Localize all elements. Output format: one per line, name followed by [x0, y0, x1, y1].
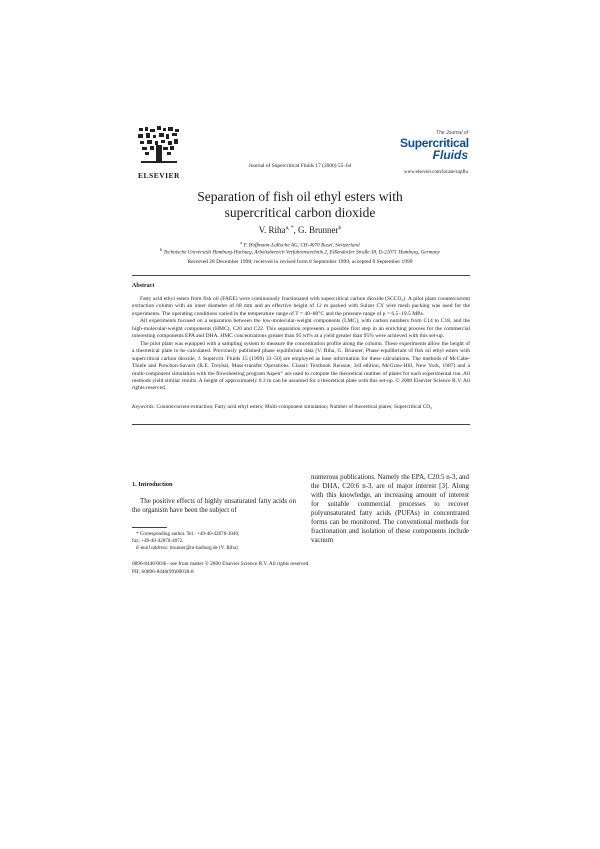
- title-line-2: supercritical carbon dioxide: [224, 204, 376, 220]
- intro-right-column: numerous publications. Namely the EPA, C20:5 n-3, and the DHA, C20:6 n-3, are of major interest [3]. Along with this knowledge, an increasing amount of interest for suitable commercial processes to recover polyunsaturated fatty acids (PUFAs) in concentrated forms can be monitored. The conventional methods for fractionation and isolation of these components include vacuum: [311, 473, 469, 544]
- affiliation-a-mark: a: [240, 240, 243, 245]
- affiliation-b-mark: b: [160, 247, 163, 252]
- copyright-line: 0896-8446/00/$ - see front matter © 2000 Elsevier Science B.V. All rights reserved.: [132, 561, 310, 567]
- section-heading-introduction: 1. Introduction: [132, 481, 173, 488]
- journal-homepage-link[interactable]: www.elsevier.com/locate/supflu: [403, 170, 468, 175]
- intro-left-column: The positive effects of highly unsaturated fatty acids on the organism have been the subject of: [132, 497, 296, 514]
- journal-reference: Journal of Supercritical Fluids 17 (2000) 55–64: [248, 163, 352, 169]
- keywords: [132, 404, 470, 411]
- received-dates: Received 28 December 1998; received in revised form 8 September 1999; accepted 8 September 1999: [187, 259, 413, 265]
- journal-logo-line1: Supercritical: [400, 136, 469, 150]
- author-2: , G. Brunner: [293, 225, 339, 235]
- author-1: V. Riha: [258, 225, 286, 235]
- keywords-label: Keywords:: [132, 404, 156, 410]
- journal-logo: [400, 131, 468, 161]
- divider-bottom: [132, 424, 470, 425]
- journal-logo-top: The Journal of: [436, 130, 468, 136]
- author-2-marks: b: [338, 225, 342, 231]
- footnote-fax: fax: +49-40-42878-4072.: [132, 538, 184, 544]
- affiliation-a-text: F. Hoffmann-LaRoche AG, CH-4070 Basel, Switzerland: [243, 242, 360, 249]
- elsevier-tree-icon: [136, 125, 182, 165]
- elsevier-logo: [136, 125, 182, 180]
- authors: [150, 225, 450, 235]
- affiliation-b: [120, 247, 480, 256]
- abstract-paragraph-3: The pilot plant was equipped with a sampling system to measure the concentration profile along the column. These experiments allow the height of a theoretical plate to be calculated. Previously published phase equilibrium data [V. Riha, G. Brunner, Phase equilibrium of fish oil ethyl esters with supercritical carbon dioxide, J. Supercrit. Fluids 15 (1999) 33–50] are employed as base information for these calculations. The methods of McCabe-Thiele and Ponchon-Savarit (R.E. Treybal, Mass-transfer Operations. Classic Textbook Reissue, 3rd edition, McGraw-Hill, New York, 1987) and a multi-component simulation with the flowsheeting program Aspen⁺ are used to compute the theoretical number of plates for each experimental run. All methods yield similar results. A height of approximately 0.3 m can be assumed for a theoretical plate with this set-up. © 2000 Elsevier Science B.V. All rights reserved.: [132, 340, 470, 392]
- footnote-email-address[interactable]: brunner@tu-harburg.de (V. Riha): [168, 545, 238, 551]
- article-title: [120, 189, 480, 220]
- footnote-email: [132, 545, 296, 552]
- pii-line: PII: S0896-8446(99)00038-8: [132, 569, 194, 575]
- footnote-corresponding: * Corresponding author. Tel.: +49-40-42878-3040;: [136, 531, 240, 537]
- footnote: [132, 531, 296, 552]
- abstract-heading: Abstract: [132, 283, 155, 289]
- keywords-text: Countercurrent extraction; Fatty acid ethyl esters; Multi-component simulation; Number of theoretical plates; Supercritical CO₂: [155, 404, 433, 410]
- divider-top: [132, 275, 470, 276]
- copyright-block: [132, 560, 470, 576]
- publisher-name: ELSEVIER: [138, 171, 180, 180]
- abstract-paragraph-1: Fatty acid ethyl esters from fish oil (FAEE) were continuously fractionated with supercritical carbon dioxide (SCCO₂). A pilot plant countercurrent extraction column with an inner diameter of 68 mm and an effective height of 12 m packed with Sulzer CY wire mesh packing was used for the experiments. The operating conditions varied in the temperature range of T = 40–80°C and the pressure range of p = 6.5–19.5 MPa.: [132, 296, 470, 317]
- footnote-email-label: E-mail address:: [136, 545, 169, 551]
- author-1-marks: a, *: [285, 225, 294, 231]
- footnote-rule: [132, 527, 167, 528]
- abstract-paragraph-2: All experiments focused on a separation between the low-molecular-weight components (LMC), with carbon numbers from C14 to C18, and the high-molecular-weight components (HMC), C20 and C22. This separation represents a possible first step in an enriching process for the commercial interesting components EPA and DHA. HMC concentrations greater than 95 wt% at a yield greater than 95% were achieved with this set-up.: [132, 318, 470, 340]
- affiliation-b-text: Technische Universität Hamburg-Harburg, Arbeitsbereich Verfahrenstechnik 2, Eißendorfer Straße 38, D-21071 Hamburg, Germany: [163, 249, 440, 256]
- title-line-1: Separation of fish oil ethyl esters with: [197, 189, 403, 204]
- journal-logo-line2: Fluids: [432, 148, 468, 162]
- abstract-body: [132, 296, 470, 393]
